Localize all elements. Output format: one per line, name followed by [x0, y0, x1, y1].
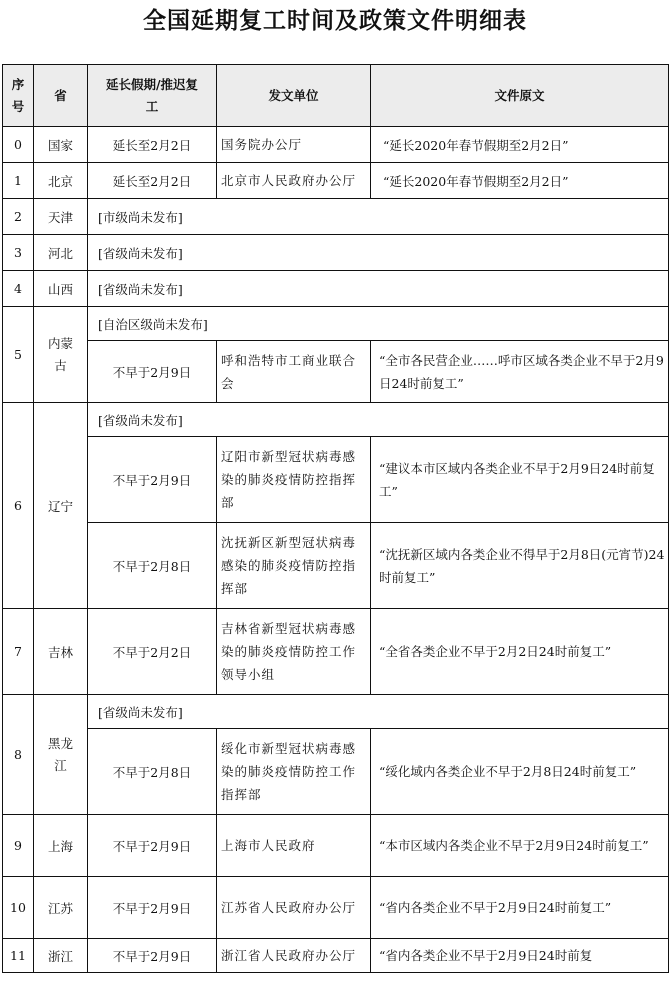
row-province: 吉林: [34, 609, 88, 695]
row-index: 0: [3, 127, 34, 163]
header-issuer: 发文单位: [217, 65, 371, 127]
row-delay: 不早于2月8日: [88, 729, 217, 815]
row-document-text: “全市各民营企业……呼市区域各类企业不早于2月9日24时前复工”: [371, 341, 669, 403]
policy-table: [2, 64, 669, 973]
row-issuer: 吉林省新型冠状病毒感染的肺炎疫情防控工作领导小组: [217, 609, 371, 695]
row-document-text: “省内各类企业不早于2月9日24时前复工”: [371, 877, 669, 939]
row-province: 内蒙古: [34, 307, 88, 403]
row-index: 10: [3, 877, 34, 939]
row-delay: 不早于2月2日: [88, 609, 217, 695]
table-row: [3, 403, 669, 437]
row-province: 国家: [34, 127, 88, 163]
row-index: 4: [3, 271, 34, 307]
row-issuer: 沈抚新区新型冠状病毒感染的肺炎疫情防控指挥部: [217, 523, 371, 609]
row-index: 3: [3, 235, 34, 271]
table-subrow: [3, 437, 669, 523]
header-delay: 延长假期/推迟复工: [88, 65, 217, 127]
row-delay: 延长至2月2日: [88, 163, 217, 199]
table-row: [3, 199, 669, 235]
row-document-text: “建议本市区域内各类企业不早于2月9日24时前复工”: [371, 437, 669, 523]
row-document-text: “沈抚新区域内各类企业不得早于2月8日(元宵节)24时前复工”: [371, 523, 669, 609]
row-index: 7: [3, 609, 34, 695]
row-index: 11: [3, 939, 34, 973]
row-index: 2: [3, 199, 34, 235]
row-delay: 不早于2月9日: [88, 341, 217, 403]
row-document-text: “本市区域内各类企业不早于2月9日24时前复工”: [371, 815, 669, 877]
row-province: 河北: [34, 235, 88, 271]
row-pending-note: [市级尚未发布]: [88, 199, 669, 235]
row-index: 8: [3, 695, 34, 815]
header-index: 序号: [3, 65, 34, 127]
header-document-text: 文件原文: [371, 65, 669, 127]
row-delay: 延长至2月2日: [88, 127, 217, 163]
row-issuer: 浙江省人民政府办公厅: [217, 939, 371, 973]
row-province: 浙江: [34, 939, 88, 973]
table-subrow: [3, 729, 669, 815]
table-row: [3, 815, 669, 877]
document-title: 全国延期复工时间及政策文件明细表: [143, 8, 527, 34]
table-row: [3, 877, 669, 939]
row-delay: 不早于2月9日: [88, 939, 217, 973]
row-issuer: 国务院办公厅: [217, 127, 371, 163]
row-document-text: “延长2020年春节假期至2月2日”: [371, 163, 669, 199]
row-delay: 不早于2月8日: [88, 523, 217, 609]
row-document-text: “省内各类企业不早于2月9日24时前复: [371, 939, 669, 973]
table-subrow: [3, 523, 669, 609]
table-row: [3, 163, 669, 199]
row-delay: 不早于2月9日: [88, 437, 217, 523]
row-index: 9: [3, 815, 34, 877]
row-pending-note: [省级尚未发布]: [88, 695, 669, 729]
row-pending-note: [自治区级尚未发布]: [88, 307, 669, 341]
row-document-text: “延长2020年春节假期至2月2日”: [371, 127, 669, 163]
row-province: 辽宁: [34, 403, 88, 609]
row-province: 北京: [34, 163, 88, 199]
row-document-text: “绥化域内各类企业不早于2月8日24时前复工”: [371, 729, 669, 815]
table-row: [3, 609, 669, 695]
row-issuer: 上海市人民政府: [217, 815, 371, 877]
row-province: 上海: [34, 815, 88, 877]
row-issuer: 辽阳市新型冠状病毒感染的肺炎疫情防控指挥部: [217, 437, 371, 523]
row-index: 1: [3, 163, 34, 199]
row-province: 山西: [34, 271, 88, 307]
table-row: [3, 695, 669, 729]
row-province: 江苏: [34, 877, 88, 939]
table-subrow: [3, 341, 669, 403]
table-row: [3, 307, 669, 341]
row-pending-note: [省级尚未发布]: [88, 271, 669, 307]
row-index: 5: [3, 307, 34, 403]
header-province: 省: [34, 65, 88, 127]
table-row: [3, 127, 669, 163]
table-row: [3, 235, 669, 271]
row-document-text: “全省各类企业不早于2月2日24时前复工”: [371, 609, 669, 695]
table-row: [3, 939, 669, 973]
row-index: 6: [3, 403, 34, 609]
row-pending-note: [省级尚未发布]: [88, 235, 669, 271]
row-pending-note: [省级尚未发布]: [88, 403, 669, 437]
row-delay: 不早于2月9日: [88, 815, 217, 877]
row-delay: 不早于2月9日: [88, 877, 217, 939]
row-issuer: 江苏省人民政府办公厅: [217, 877, 371, 939]
header-row: [3, 65, 669, 127]
row-issuer: 绥化市新型冠状病毒感染的肺炎疫情防控工作指挥部: [217, 729, 371, 815]
row-province: 天津: [34, 199, 88, 235]
row-issuer: 北京市人民政府办公厅: [217, 163, 371, 199]
row-issuer: 呼和浩特市工商业联合会: [217, 341, 371, 403]
row-province: 黑龙江: [34, 695, 88, 815]
table-row: [3, 271, 669, 307]
